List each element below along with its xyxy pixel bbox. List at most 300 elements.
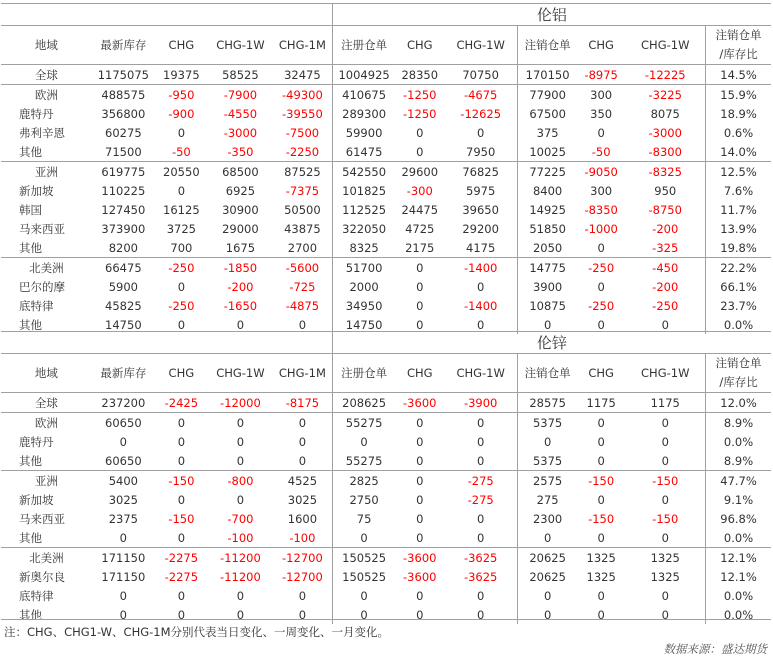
value-cell: 0 <box>395 258 444 278</box>
table-bottom-border <box>1 619 771 620</box>
value-cell: 0 <box>477 279 485 294</box>
value-cell: 350 <box>590 106 613 121</box>
table-row <box>1 219 771 238</box>
value-cell: -275 <box>467 492 494 507</box>
value-cell: 5375 <box>518 451 577 471</box>
value-cell: 9.1% <box>706 490 771 509</box>
value-cell: 23.7% <box>706 296 771 315</box>
value-cell: 0 <box>236 588 245 603</box>
table-row <box>1 142 771 162</box>
value-cell: 0.0% <box>706 315 771 334</box>
value-cell: 0 <box>518 528 577 548</box>
column-header: 地域 <box>1 354 92 393</box>
value-cell: 50500 <box>284 202 321 217</box>
value-cell: 0 <box>177 453 186 468</box>
value-cell: -1850 <box>208 258 273 278</box>
value-cell: -3600 <box>403 395 437 410</box>
value-cell: -3225 <box>625 85 705 105</box>
table-row <box>1 200 771 219</box>
table-row <box>1 451 771 471</box>
value-cell: -8300 <box>648 144 682 159</box>
value-cell: 0.0% <box>706 586 771 605</box>
value-cell: 1175 <box>586 395 616 410</box>
value-cell: 0 <box>597 279 605 294</box>
value-cell: -3000 <box>223 125 258 140</box>
value-cell: 1600 <box>287 511 318 526</box>
value-cell: 410675 <box>332 85 395 105</box>
region-cell: 其他 <box>19 607 42 622</box>
value-cell: 2050 <box>518 238 577 258</box>
value-cell: 14925 <box>518 200 577 219</box>
region-cell: 欧洲 <box>1 85 92 105</box>
column-header: 注销仓单 /库存比 <box>706 354 771 393</box>
value-cell: -250 <box>588 298 615 313</box>
value-cell: 375 <box>518 123 577 142</box>
table-title: 伦锌 <box>332 332 771 354</box>
value-cell: -150 <box>155 471 208 491</box>
value-cell: -8175 <box>285 395 320 410</box>
value-cell: -100 <box>289 530 316 545</box>
value-cell: -12225 <box>644 67 686 82</box>
value-cell: 0 <box>661 492 669 507</box>
column-header: 注册仓单 <box>332 354 395 393</box>
value-cell: 60650 <box>105 453 142 468</box>
table-row <box>1 85 771 105</box>
table-row <box>1 104 771 123</box>
value-cell: 4725 <box>405 221 435 236</box>
value-cell: -200 <box>652 279 679 294</box>
value-cell: 66.1% <box>706 277 771 296</box>
value-cell: 22.2% <box>706 258 771 278</box>
column-header: CHG <box>577 354 626 393</box>
value-cell: 101825 <box>332 181 395 200</box>
table-row <box>1 471 771 491</box>
column-header: CHG-1M <box>273 354 332 393</box>
value-cell: 4175 <box>466 240 496 255</box>
value-cell: 2825 <box>332 471 395 491</box>
region-cell: 其他 <box>19 530 42 545</box>
value-cell: 0 <box>661 530 669 545</box>
value-cell: 0 <box>177 530 186 545</box>
value-cell: 43875 <box>284 221 321 236</box>
value-cell: 45825 <box>105 298 142 313</box>
region-cell: 新加坡 <box>19 183 54 198</box>
value-cell: 29000 <box>222 221 259 236</box>
value-cell: -250 <box>577 258 626 278</box>
value-cell: 12.5% <box>706 162 771 182</box>
value-cell: 0 <box>597 607 605 622</box>
region-cell: 韩国 <box>19 202 42 217</box>
column-header: CHG-1W <box>444 354 518 393</box>
value-cell: 0 <box>416 607 424 622</box>
value-cell: 75 <box>332 509 395 528</box>
value-cell: -950 <box>155 85 208 105</box>
value-cell: 0 <box>477 530 485 545</box>
value-cell: 34950 <box>332 296 395 315</box>
region-cell: 底特律 <box>19 298 54 313</box>
value-cell: -49300 <box>273 85 332 105</box>
column-header: 注册仓单 <box>332 26 395 65</box>
value-cell: -39550 <box>282 106 323 121</box>
table-row <box>1 181 771 200</box>
value-cell: 29200 <box>462 221 499 236</box>
value-cell: 30900 <box>222 202 259 217</box>
value-cell: -325 <box>652 240 679 255</box>
value-cell: -800 <box>208 471 273 491</box>
value-cell: 0 <box>416 298 424 313</box>
value-cell: 0 <box>661 607 669 622</box>
value-cell: -2275 <box>155 548 208 568</box>
column-header: CHG <box>155 354 208 393</box>
value-cell: 2300 <box>518 509 577 528</box>
value-cell: 300 <box>577 85 626 105</box>
value-cell: 0 <box>236 607 245 622</box>
value-cell: 19.8% <box>706 238 771 258</box>
value-cell: 150525 <box>332 567 395 586</box>
value-cell: -12700 <box>282 569 323 584</box>
table-row <box>1 238 771 258</box>
column-header: CHG-1W <box>444 26 518 65</box>
value-cell: 170150 <box>518 65 577 85</box>
value-cell: 2700 <box>287 240 318 255</box>
value-cell: -3625 <box>463 569 498 584</box>
value-cell: -3625 <box>444 548 518 568</box>
value-cell: 0 <box>518 605 577 624</box>
value-cell: 488575 <box>92 85 155 105</box>
value-cell: 950 <box>654 183 677 198</box>
value-cell: 8325 <box>332 238 395 258</box>
value-cell: 14775 <box>518 258 577 278</box>
value-cell: 60650 <box>92 413 155 433</box>
value-cell: 60275 <box>105 125 142 140</box>
value-cell: -450 <box>625 258 705 278</box>
value-cell: 61475 <box>332 142 395 162</box>
value-cell: 0 <box>298 434 307 449</box>
zinc-table <box>1 331 771 624</box>
column-header: CHG <box>395 26 444 65</box>
value-cell: 0 <box>416 125 424 140</box>
value-cell: 619775 <box>92 162 155 182</box>
value-cell: 0 <box>395 413 444 433</box>
value-cell: 0 <box>416 434 424 449</box>
value-cell: 0 <box>661 588 669 603</box>
value-cell: 0 <box>155 413 208 433</box>
value-cell: 18.9% <box>706 104 771 123</box>
value-cell: -1000 <box>584 221 618 236</box>
table-row <box>1 586 771 605</box>
value-cell: -300 <box>406 183 433 198</box>
table-row <box>1 548 771 568</box>
value-cell: 0 <box>597 530 605 545</box>
value-cell: 55275 <box>332 451 395 471</box>
value-cell: 8400 <box>518 181 577 200</box>
table-row <box>1 162 771 182</box>
value-cell: 0 <box>332 528 395 548</box>
value-cell: 322050 <box>332 219 395 238</box>
value-cell: 0 <box>236 434 245 449</box>
value-cell: -200 <box>227 279 254 294</box>
value-cell: 542550 <box>332 162 395 182</box>
value-cell: 12.1% <box>706 567 771 586</box>
value-cell: 0 <box>597 588 605 603</box>
value-cell: 11.7% <box>706 200 771 219</box>
value-cell: -12700 <box>273 548 332 568</box>
value-cell: -4675 <box>444 85 518 105</box>
value-cell: 0 <box>177 279 186 294</box>
footnote: 注：CHG、CHG1-W、CHG-1M分别代表当日变化、一周变化、一月变化。 <box>4 625 390 639</box>
value-cell: -1250 <box>403 106 437 121</box>
value-cell: 39650 <box>462 202 499 217</box>
value-cell: 1675 <box>225 240 256 255</box>
value-cell: 150525 <box>332 548 395 568</box>
value-cell: 14750 <box>105 317 142 332</box>
column-header: 最新库存 <box>92 354 155 393</box>
value-cell: 0 <box>332 586 395 605</box>
value-cell: 0 <box>416 530 424 545</box>
value-cell: -200 <box>652 221 679 236</box>
region-cell: 新加坡 <box>19 492 54 507</box>
value-cell: 0.0% <box>706 528 771 548</box>
value-cell: 2375 <box>108 511 138 526</box>
column-header: CHG <box>155 26 208 65</box>
value-cell: 5400 <box>92 471 155 491</box>
value-cell: -350 <box>227 144 254 159</box>
column-header: 地域 <box>1 26 92 65</box>
value-cell: 1325 <box>650 569 680 584</box>
value-cell: 0 <box>298 588 307 603</box>
value-cell: 0 <box>416 144 424 159</box>
value-cell: -8975 <box>584 67 618 82</box>
value-cell: -3600 <box>395 548 444 568</box>
region-cell: 全球 <box>34 67 58 82</box>
value-cell: -7500 <box>285 125 320 140</box>
value-cell: 47.7% <box>706 471 771 491</box>
value-cell: 0 <box>298 453 307 468</box>
value-cell: -8325 <box>625 162 705 182</box>
value-cell: -5600 <box>273 258 332 278</box>
table-row <box>1 65 771 85</box>
table-row <box>1 432 771 451</box>
value-cell: -7900 <box>208 85 273 105</box>
value-cell: 1325 <box>586 569 616 584</box>
region-cell: 其他 <box>19 144 42 159</box>
value-cell: -150 <box>168 511 195 526</box>
value-cell: 4525 <box>273 471 332 491</box>
region-cell: 新奥尔良 <box>19 569 65 584</box>
column-header: 最新库存 <box>92 26 155 65</box>
value-cell: 171150 <box>92 548 155 568</box>
value-cell: 0 <box>625 413 705 433</box>
value-cell: 71500 <box>105 144 142 159</box>
column-header: CHG-1M <box>273 26 332 65</box>
value-cell: 2175 <box>405 240 435 255</box>
value-cell: 0 <box>661 317 669 332</box>
value-cell: 8075 <box>650 106 680 121</box>
value-cell: 7.6% <box>706 181 771 200</box>
value-cell: 300 <box>590 183 613 198</box>
value-cell: 96.8% <box>706 509 771 528</box>
table-row <box>1 296 771 315</box>
value-cell: 58525 <box>222 67 259 82</box>
table-row <box>1 509 771 528</box>
value-cell: 19375 <box>163 67 200 82</box>
value-cell: 0 <box>177 588 186 603</box>
region-cell: 马来西亚 <box>19 511 65 526</box>
value-cell: 0 <box>416 453 424 468</box>
region-cell: 北美洲 <box>1 548 92 568</box>
value-cell: 6925 <box>225 183 256 198</box>
value-cell: 0 <box>236 492 245 507</box>
column-header: 注销仓单 /库存比 <box>706 26 771 65</box>
value-cell: 0 <box>597 317 605 332</box>
value-cell: 0 <box>661 434 669 449</box>
value-cell: 171150 <box>101 569 146 584</box>
value-cell: 5900 <box>108 279 138 294</box>
region-cell: 弗利辛恩 <box>19 125 65 140</box>
value-cell: -7375 <box>285 183 320 198</box>
value-cell: 55275 <box>332 413 395 433</box>
value-cell: 3900 <box>518 277 577 296</box>
value-cell: 0 <box>332 432 395 451</box>
region-cell: 其他 <box>19 240 42 255</box>
value-cell: -2275 <box>164 569 199 584</box>
value-cell: 0.6% <box>706 123 771 142</box>
value-cell: 0 <box>332 605 395 624</box>
value-cell: 0 <box>577 413 626 433</box>
value-cell: 0 <box>298 317 307 332</box>
table-row <box>1 567 771 586</box>
value-cell: 1325 <box>577 548 626 568</box>
value-cell: 20550 <box>155 162 208 182</box>
value-cell: 51850 <box>518 219 577 238</box>
value-cell: -725 <box>289 279 316 294</box>
value-cell: 2000 <box>332 277 395 296</box>
value-cell: 2750 <box>332 490 395 509</box>
value-cell: -50 <box>171 144 191 159</box>
value-cell: 59900 <box>332 123 395 142</box>
value-cell: 0 <box>444 413 518 433</box>
value-cell: 77900 <box>518 85 577 105</box>
value-cell: 29600 <box>395 162 444 182</box>
value-cell: -12625 <box>460 106 502 121</box>
value-cell: 10875 <box>518 296 577 315</box>
value-cell: -4550 <box>223 106 258 121</box>
value-cell: 0 <box>597 434 605 449</box>
value-cell: -1400 <box>444 258 518 278</box>
value-cell: 66475 <box>92 258 155 278</box>
value-cell: -150 <box>625 471 705 491</box>
value-cell: 0 <box>477 453 485 468</box>
region-cell: 欧洲 <box>1 413 92 433</box>
value-cell: 0 <box>416 492 424 507</box>
value-cell: 0 <box>119 588 127 603</box>
value-cell: 77225 <box>518 162 577 182</box>
value-cell: 0.0% <box>706 605 771 624</box>
value-cell: 5375 <box>518 413 577 433</box>
value-cell: -250 <box>168 298 195 313</box>
value-cell: 14750 <box>332 315 395 334</box>
aluminum-table <box>1 3 771 334</box>
value-cell: 12.1% <box>706 548 771 568</box>
region-cell: 底特律 <box>19 588 54 603</box>
value-cell: -2425 <box>164 395 199 410</box>
value-cell: 16125 <box>163 202 200 217</box>
value-cell: -250 <box>652 298 679 313</box>
value-cell: 67500 <box>518 104 577 123</box>
column-header: CHG-1W <box>625 26 705 65</box>
region-cell: 其他 <box>19 317 42 332</box>
value-cell: 0 <box>119 607 127 622</box>
table-row <box>1 393 771 413</box>
value-cell: -900 <box>168 106 195 121</box>
value-cell: 0 <box>416 588 424 603</box>
value-cell: 0 <box>661 453 669 468</box>
value-cell: -3600 <box>403 569 437 584</box>
value-cell: 275 <box>518 490 577 509</box>
table-row <box>1 277 771 296</box>
value-cell: 51700 <box>332 258 395 278</box>
value-cell: 0 <box>177 434 186 449</box>
value-cell: 0 <box>177 607 186 622</box>
value-cell: 112525 <box>332 200 395 219</box>
value-cell: 0 <box>597 492 605 507</box>
value-cell: 0 <box>518 586 577 605</box>
value-cell: 0 <box>177 183 186 198</box>
value-cell: 5975 <box>466 183 496 198</box>
value-cell: 0 <box>236 453 245 468</box>
value-cell: 15.9% <box>706 85 771 105</box>
region-cell: 巴尔的摩 <box>19 279 65 294</box>
value-cell: -9050 <box>577 162 626 182</box>
value-cell: 20625 <box>518 567 577 586</box>
table-row <box>1 605 771 624</box>
value-cell: 0 <box>477 125 485 140</box>
value-cell: 0 <box>395 471 444 491</box>
value-cell: -11200 <box>208 548 273 568</box>
value-cell: 13.9% <box>706 219 771 238</box>
value-cell: 1325 <box>625 548 705 568</box>
value-cell: -1650 <box>223 298 258 313</box>
region-cell: 亚洲 <box>1 162 92 182</box>
value-cell: 700 <box>170 240 193 255</box>
value-cell: 0 <box>477 317 485 332</box>
value-cell: 0 <box>177 492 186 507</box>
value-cell: -8350 <box>584 202 618 217</box>
value-cell: 10025 <box>518 142 577 162</box>
value-cell: 0 <box>177 125 186 140</box>
value-cell: 0 <box>119 530 127 545</box>
value-cell: 0.0% <box>706 432 771 451</box>
value-cell: 0 <box>477 607 485 622</box>
value-cell: 76825 <box>444 162 518 182</box>
value-cell: -100 <box>227 530 254 545</box>
value-cell: -3000 <box>648 125 682 140</box>
value-cell: -4875 <box>285 298 320 313</box>
value-cell: -50 <box>591 144 611 159</box>
value-cell: 1004925 <box>332 65 395 85</box>
region-cell: 其他 <box>19 453 42 468</box>
value-cell: 373900 <box>101 221 146 236</box>
value-cell: 0 <box>597 453 605 468</box>
value-cell: 110225 <box>101 183 146 198</box>
value-cell: 0 <box>597 240 605 255</box>
value-cell: 356800 <box>101 106 146 121</box>
value-cell: -1400 <box>463 298 498 313</box>
value-cell: 208625 <box>332 393 395 413</box>
value-cell: 28350 <box>401 67 439 82</box>
data-source: 数据来源：盛达期货 <box>663 642 767 656</box>
column-header: 注销仓单 <box>518 354 577 393</box>
